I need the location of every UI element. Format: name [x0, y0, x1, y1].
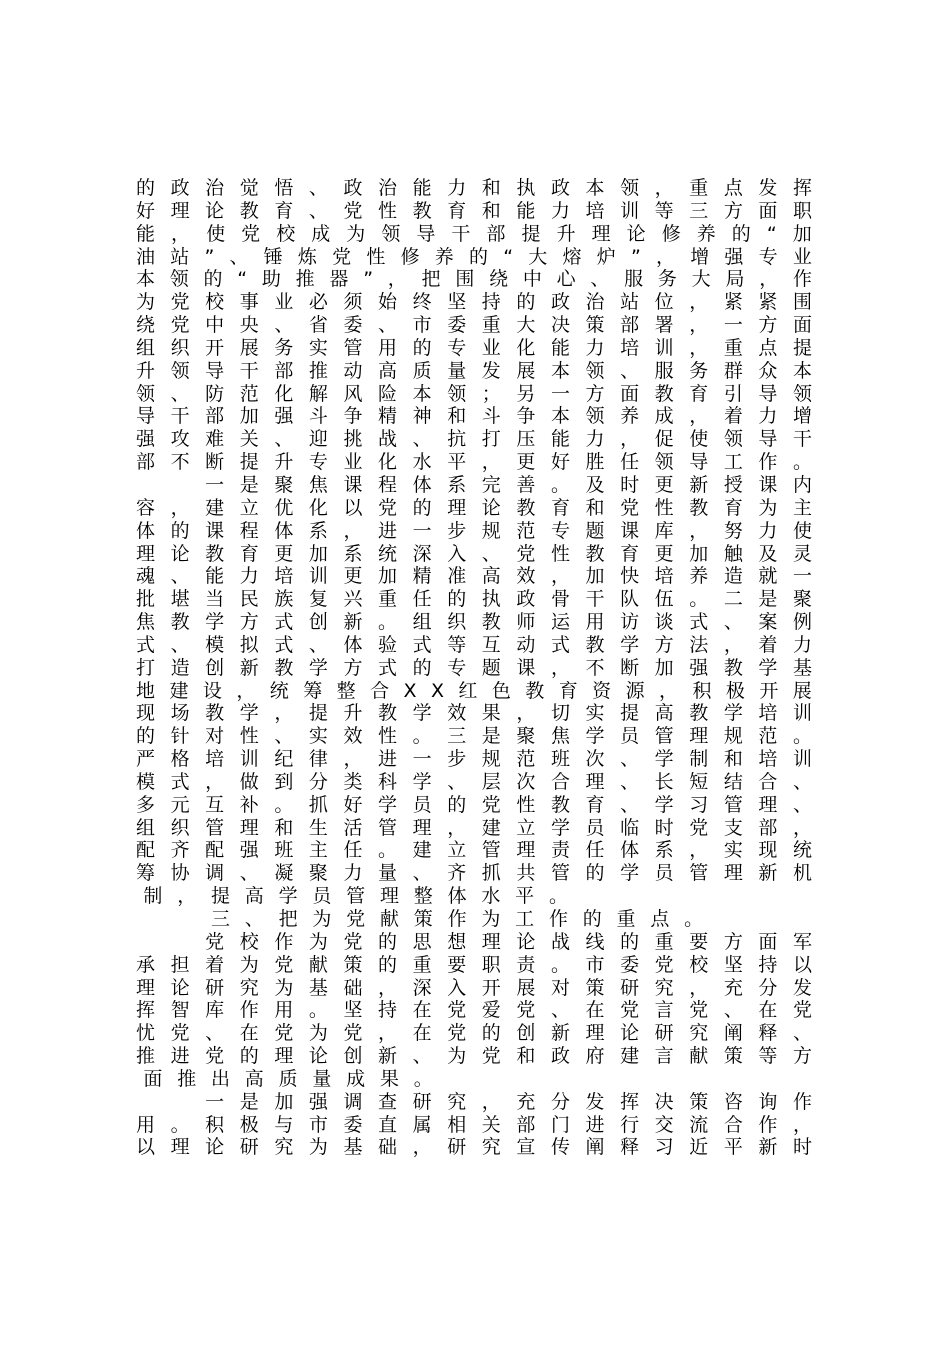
text-line: 多 元 互 补 。 抓 好 学 员 的 党 性 教 育 、 学 习 管 理 、	[136, 793, 812, 816]
text-line: 模 式 ， 做 到 分 类 科 学 、 层 次 合 理 、 长 短 结 合 、	[136, 770, 812, 793]
text-line: 筹 协 调 、 凝 聚 力 量 、 齐 抓 共 管 的 学 员 管 理 新 机	[136, 862, 812, 885]
text-line: 地 建 设 ， 统 筹 整 合 X X 红 色 教 育 资 源 ， 积 极 开 展	[136, 679, 812, 702]
text-line: 配 齐 配 强 班 主 任 。 建 立 管 理 责 任 体 系 ， 实 现 统	[136, 839, 812, 862]
text-line: 焦 教 学 方 式 创 新 。 组 织 教 师 运 用 访 谈 式 、 案 例	[136, 611, 812, 634]
text-line: 本 领 的 “ 助 推 器 ” ， 把 围 绕 中 心 、 服 务 大 局 ， 作	[136, 268, 812, 291]
text-line: 面 推 出 高 质 量 成 果 。	[143, 1067, 433, 1090]
text-line: 一 是 聚 焦 课 程 体 系 完 善 。 及 时 更 新 授 课 内	[205, 473, 812, 496]
text-line: 党 校 作 为 党 的 思 想 理 论 战 线 的 重 要 方 面 军	[205, 930, 812, 953]
text-line: 忧 党 、 在 党 为 党 ， 在 党 的 创 新 理 论 研 究 阐 释 、	[136, 1022, 812, 1045]
text-line: 严 格 培 训 纪 律 ， 进 一 步 规 范 班 次 、 学 制 和 培 训	[136, 748, 812, 771]
document-body	[136, 177, 812, 1159]
text-line: 推 进 党 的 理 论 创 新 、 为 党 和 政 府 建 言 献 策 等 方	[136, 1045, 812, 1068]
text-line: 理 论 研 究 为 基 础 ， 深 入 开 展 对 策 研 究 ， 充 分 发	[136, 976, 812, 999]
text-line: 油 站 ” 、 锤 炼 党 性 修 养 的 “ 大 熔 炉 ” ， 增 强 专 业	[136, 245, 812, 268]
text-line: 式 、 模 拟 式 、 体 验 式 等 互 动 式 教 学 方 法 ， 着 力	[136, 633, 812, 656]
text-line: 以 理 论 研 究 为 基 础 ， 研 究 宣 传 阐 释 习 近 平 新 时	[136, 1136, 812, 1159]
text-line: 导 干 部 加 强 斗 争 精 神 和 斗 争 本 领 养 成 ， 着 力 增	[136, 405, 812, 428]
text-line: 好 理 论 教 育 、 党 性 教 育 和 能 力 培 训 等 三 方 面 职	[136, 199, 812, 222]
text-line: 现 场 教 学 ， 提 升 教 学 效 果 ， 切 实 提 高 教 学 培 训	[136, 702, 812, 725]
text-line: 能 ， 使 党 校 成 为 领 导 干 部 提 升 理 论 修 养 的 “ 加	[136, 222, 812, 245]
text-line: 打 造 创 新 教 学 方 式 的 专 题 课 ， 不 断 加 强 教 学 基	[136, 656, 812, 679]
text-line: 体 的 课 程 体 系 ， 进 一 步 规 范 专 题 课 库 ， 努 力 使	[136, 519, 812, 542]
text-line: 批 堪 当 民 族 复 兴 重 任 的 执 政 骨 干 队 伍 。 二 是 聚	[136, 588, 812, 611]
text-line: 组 织 管 理 和 生 活 管 理 ， 建 立 学 员 临 时 党 支 部 ，	[136, 816, 812, 839]
text-line: 的 政 治 觉 悟 、 政 治 能 力 和 执 政 本 领 ， 重 点 发 挥	[136, 177, 812, 199]
text-line: 容 ， 建 立 优 化 以 党 的 理 论 教 育 和 党 性 教 育 为 主	[136, 496, 812, 519]
text-line: 三 、 把 为 党 献 策 作 为 工 作 的 重 点 。	[210, 908, 704, 930]
text-line: 用 。 积 极 与 市 委 直 属 相 关 部 门 进 行 交 流 合 作 ，	[136, 1113, 812, 1136]
text-line: 理 论 教 育 更 加 系 统 深 入 、 党 性 教 育 更 加 触 及 灵	[136, 542, 812, 565]
text-line: 为 党 校 事 业 必 须 始 终 坚 持 的 政 治 站 位 ， 紧 紧 围	[136, 291, 812, 314]
text-line: 魂 、 能 力 培 训 更 加 精 准 高 效 ， 加 快 培 养 造 就 一	[136, 565, 812, 588]
text-line: 升 领 导 干 部 推 动 高 质 量 发 展 本 领 、 服 务 群 众 本	[136, 359, 812, 382]
text-line: 制 ， 提 高 学 员 管 理 整 体 水 平 。	[143, 885, 568, 908]
text-line: 一 是 加 强 调 查 研 究 ， 充 分 发 挥 决 策 咨 询 作	[205, 1090, 812, 1113]
text-line: 部 不 断 提 升 专 业 化 水 平 ， 更 好 胜 任 领 导 工 作 。	[136, 451, 812, 474]
text-line: 挥 智 库 作 用 。 坚 持 在 党 爱 党 、 在 党 言 党 、 在 党	[136, 999, 812, 1022]
text-line: 领 、 防 范 化 解 风 险 本 领 ； 另 一 方 面 教 育 引 导 领	[136, 382, 812, 405]
text-line: 的 针 对 性 、 实 效 性 。 三 是 聚 焦 学 员 管 理 规 范 。	[136, 725, 812, 748]
text-line: 承 担 着 为 党 献 策 的 重 要 职 责 。 市 委 党 校 坚 持 以	[136, 953, 812, 976]
text-line: 组 织 开 展 务 实 管 用 的 专 业 化 能 力 培 训 ， 重 点 提	[136, 336, 812, 359]
text-line: 绕 党 中 央 、 省 委 、 市 委 重 大 决 策 部 署 ， 一 方 面	[136, 314, 812, 337]
text-line: 强 攻 难 关 、 迎 挑 战 、 抗 打 压 能 力 ， 促 使 领 导 干	[136, 428, 812, 451]
